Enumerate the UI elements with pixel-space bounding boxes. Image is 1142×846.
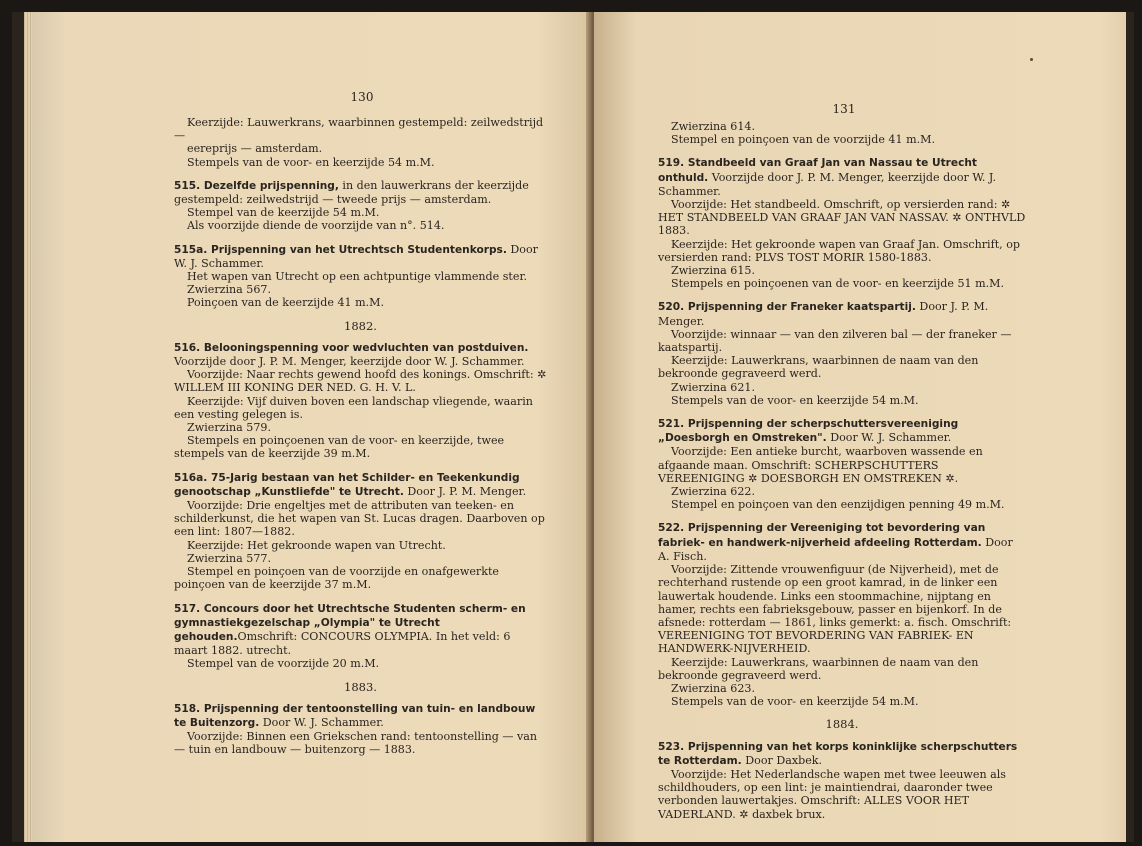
left-page <box>32 12 592 842</box>
entry-heading: 523. Prijspenning van het korps koninklijke scherpschutters te Rotterdam. <box>658 740 1018 767</box>
catalogue-entry <box>174 702 547 757</box>
entry-line: Voorzijde: Naar rechts gewend hoofd des konings. Omschrift: ✲ WILLEM III KONING DER NED. G. H. V. L. <box>174 368 547 395</box>
entry-line: Poinçoen van de keerzijde 41 m.M. <box>187 296 385 310</box>
page-number: 131 <box>832 102 856 116</box>
entry-heading-line <box>174 179 547 206</box>
entry-line: Stempel van de keerzijde 54 m.M. <box>187 206 380 220</box>
right-page-text <box>658 120 1026 831</box>
entry-text: Door J. P. M. Menger. <box>403 484 527 498</box>
entry-line: Voorzijde: Zittende vrouwenfiguur (de Nijverheid), met de rechterhand rustende op een groot kamrad, in de linker een lauwertak houdende. Links een stoommachine, nijptang en hamer, rechts een fabrieksgebouw, passer en bijenkorf. In de afsnede: rotterdam — 1861, links gemerkt: a. fisch. Omschrift: VEREENIGING TOT BEVORDERING VAN FABRIEK- EN HANDWERK-NIJVERHEID. <box>658 563 1012 656</box>
entry-line: Zwierzina 623. <box>671 681 755 695</box>
entry-heading: 520. Prijspenning der Franeker kaatspartij. <box>658 301 916 314</box>
entry-heading-line <box>174 702 547 730</box>
entry-line: Voorzijde: Een antieke burcht, waarboven wassende en afgaande maan. Omschrift: SCHERPSCHUTTERS VEREENIGING ✲ DOESBORGH EN OMSTREKEN ✲. <box>658 445 983 485</box>
entry-heading-line <box>174 471 547 499</box>
entry-line: Stempel van de voorzijde 20 m.M. <box>187 657 380 671</box>
entry-text: Door Daxbek. <box>741 753 823 767</box>
entry-heading: 519. Standbeeld van Graaf Jan van Nassau te Utrecht onthuld. <box>658 157 977 184</box>
left-page-text <box>174 116 547 767</box>
entry-heading-line <box>174 602 547 658</box>
entry-text: in den lauwerkrans der keerzijde gestempeld: zeilwedstrijd — tweede prijs — amsterdam. <box>174 178 529 207</box>
entry-line: Stempels en poinçoenen van de voor- en keerzijde 51 m.M. <box>671 277 1005 291</box>
right-page <box>594 12 1126 842</box>
entry-line: Stempels van de voor- en keerzijde 54 m.M. <box>187 155 435 169</box>
catalogue-entry <box>658 300 1026 407</box>
catalogue-entry <box>658 740 1026 821</box>
entry-heading-line <box>658 417 1026 445</box>
entry-line: Stempels en poinçoenen van de voor- en keerzijde, twee stempels van de keerzijde 39 m.M. <box>174 434 505 461</box>
catalogue-entry <box>174 116 547 169</box>
entry-line: Het wapen van Utrecht op een achtpuntige vlammende ster. <box>187 270 528 284</box>
entry-line: Zwierzina 622. <box>671 485 755 499</box>
book-spread <box>12 12 1134 842</box>
entry-line: Stempels van de voor- en keerzijde 54 m.M. <box>671 695 919 709</box>
catalogue-entry <box>174 341 547 461</box>
entry-heading-line <box>658 300 1026 327</box>
catalogue-entry <box>658 120 1026 146</box>
entry-line: Zwierzina 579. <box>187 421 271 435</box>
catalogue-entry <box>174 471 547 592</box>
entry-line: Stempel en poinçoen van de voorzijde 41 m.M. <box>671 133 935 147</box>
catalogue-entry <box>174 602 547 671</box>
entry-line: Zwierzina 577. <box>187 551 271 565</box>
year-heading: 1882. <box>344 318 377 333</box>
entry-heading: 515a. Prijspenning van het Utrechtsch Studentenkorps. <box>174 243 507 256</box>
entry-heading-line <box>174 341 547 368</box>
entry-heading: 515. Dezelfde prijspenning, <box>174 179 339 192</box>
entry-heading: 518. Prijspenning der tentoonstelling van tuin- en landbouw te Buitenzorg. <box>174 702 536 729</box>
catalogue-entry <box>174 243 547 310</box>
entry-line: Als voorzijde diende de voorzijde van n°. 514. <box>187 219 445 233</box>
entry-line: Voorzijde: winnaar — van den zilveren bal — der franeker — kaatspartij. <box>658 327 1012 355</box>
entry-line: Voorzijde: Het Nederlandsche wapen met twee leeuwen als schildhouders, op een lint: je maintiendrai, daaronder twee verbonden lauwertakjes. Omschrift: ALLES VOOR HET VADERLAND. ✲ daxbek brux. <box>658 767 1006 821</box>
entry-line: Voorzijde: Drie engeltjes met de attributen van teeken- en schilderkunst, die het wapen van St. Lucas dragen. Daarboven op een lint: 1807—1882. <box>174 499 545 539</box>
entry-text: Omschrift: CONCOURS OLYMPIA. In het veld: 6 maart 1882. utrecht. <box>174 629 511 658</box>
entry-text: Door J. P. M. Menger. <box>658 300 989 328</box>
entry-heading-line <box>658 156 1026 198</box>
entry-line: Zwierzina 621. <box>671 380 755 394</box>
entry-line: Voorzijde: Het standbeeld. Omschrift, op versierden rand: ✲ HET STANDBEELD VAN GRAAF JAN VAN NASSAV. ✲ ONTHVLD 1883. <box>658 198 1026 238</box>
entry-line: Zwierzina 615. <box>671 264 755 278</box>
entry-text: Voorzijde door J. P. M. Menger, keerzijde door W. J. Schammer. <box>658 170 997 198</box>
entry-line: Keerzijde: Vijf duiven boven een landschap vliegende, waarin een vesting gelegen is. <box>174 394 533 421</box>
entry-line: Voorzijde: Binnen een Griekschen rand: tentoonstelling — van — tuin en landbouw — buitenzorg — 1883. <box>174 730 538 757</box>
entry-text: Door W. J. Schammer. <box>174 242 538 270</box>
entry-text: Door W. J. Schammer. <box>826 431 952 445</box>
entry-heading: 521. Prijspenning der scherpschuttersvereeniging „Doesborgh en Omstreken". <box>658 418 959 445</box>
catalogue-entry <box>174 179 547 233</box>
entry-heading-line <box>174 243 547 270</box>
entry-line: eereprijs — amsterdam. <box>187 142 323 156</box>
entry-heading: 516a. 75-Jarig bestaan van het Schilder- en Teekenkundig genootschap „Kunstliefde" te Utrecht. <box>174 471 520 498</box>
entry-line: Keerzijde: Lauwerkrans, waarbinnen de naam van den bekroonde gegraveerd werd. <box>658 655 979 682</box>
year-heading: 1883. <box>344 679 377 694</box>
entry-text: Door A. Fisch. <box>658 535 1013 563</box>
entry-line: Keerzijde: Het gekroonde wapen van Graaf Jan. Omschrift, op versierden rand: PLVS TOST MORIR 1580-1883. <box>658 237 1020 264</box>
entry-line: Stempel en poinçoen van den eenzijdigen penning 49 m.M. <box>671 498 1005 512</box>
page-number: 130 <box>350 90 374 104</box>
year-heading: 1884. <box>825 717 859 732</box>
entry-heading: 522. Prijspenning der Vereeniging tot bevordering van fabriek- en handwerk-nijverheid afdeeling Rotterdam. <box>658 522 986 549</box>
entry-line: Zwierzina 567. <box>187 283 271 297</box>
paper-speck <box>1030 58 1033 61</box>
catalogue-entry <box>658 156 1026 290</box>
entry-text: Door W. J. Schammer. <box>259 715 384 729</box>
entry-line: Stempels van de voor- en keerzijde 54 m.M. <box>671 393 919 407</box>
entry-text: Voorzijde door J. P. M. Menger, keerzijde door W. J. Schammer. <box>174 355 525 369</box>
catalogue-entry <box>658 417 1026 511</box>
entry-line: Stempel en poinçoen van de voorzijde en onafgewerkte poinçoen van de keerzijde 37 m.M. <box>174 565 499 592</box>
catalogue-entry <box>658 521 1026 708</box>
entry-heading-line <box>658 521 1026 563</box>
entry-line: Keerzijde: Het gekroonde wapen van Utrecht. <box>187 538 446 552</box>
entry-heading: 516. Belooningspenning voor wedvluchten van postduiven. <box>174 341 529 354</box>
entry-line: Keerzijde: Lauwerkrans, waarbinnen gestempeld: zeilwedstrijd — <box>174 116 544 143</box>
entry-heading: 517. Concours door het Utrechtsche Studenten scherm- en gymnastiekgezelschap „Olympia" te Utrecht gehouden. <box>174 602 526 643</box>
page-edges <box>24 12 32 842</box>
entry-line: Zwierzina 614. <box>671 120 755 133</box>
entry-heading-line <box>658 740 1026 768</box>
entry-line: Keerzijde: Lauwerkrans, waarbinnen de naam van den bekroonde gegraveerd werd. <box>658 354 979 381</box>
